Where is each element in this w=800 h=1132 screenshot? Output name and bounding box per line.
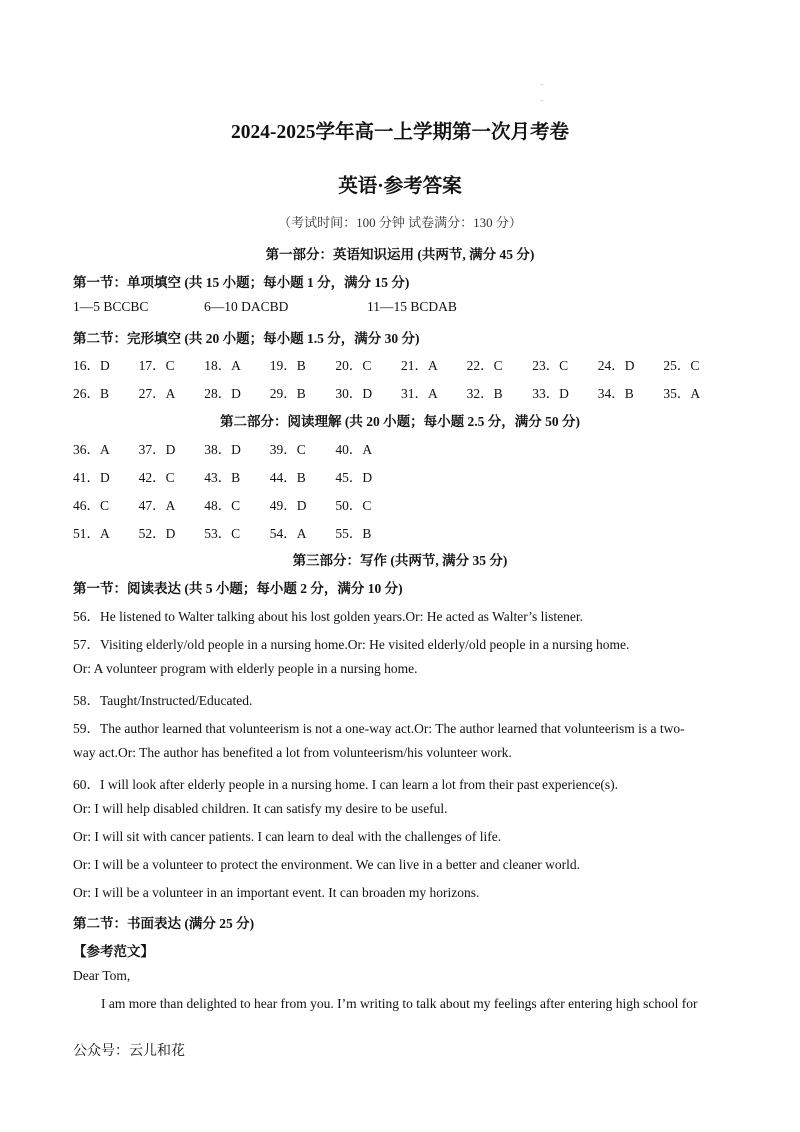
part1-heading: 第一部分：英语知识运用 (共两节, 满分 45 分) bbox=[265, 247, 535, 262]
answer-cell: 52．D bbox=[138, 526, 176, 541]
answer-line: Or: A volunteer program with elderly people in a nursing home. bbox=[73, 661, 418, 676]
answer-cell: 48．C bbox=[204, 498, 241, 513]
answer-cell: 30．D bbox=[335, 386, 373, 401]
answer-group: 11—15 BCDAB bbox=[367, 299, 457, 314]
answer-line: 59．The author learned that volunteerism is not a one-way act.Or: The author learned that volunteerism is a two- bbox=[73, 721, 685, 736]
answer-cell: 25．C bbox=[663, 358, 700, 373]
letter-greeting: Dear Tom, bbox=[73, 968, 131, 983]
answer-cell: 23．C bbox=[532, 358, 569, 373]
answer-line: Or: I will be a volunteer in an important event. It can broaden my horizons. bbox=[73, 885, 480, 900]
answer-cell: 37．D bbox=[138, 442, 176, 457]
answer-line: Or: I will be a volunteer to protect the environment. We can live in a better and cleaner world. bbox=[73, 857, 580, 872]
answer-cell: 46．C bbox=[73, 498, 110, 513]
part1-section2-heading: 第二节：完形填空 (共 20 小题；每小题 1.5 分，满分 30 分) bbox=[73, 331, 420, 346]
answer-cell: 51．A bbox=[73, 526, 110, 541]
footer-account: 公众号：云儿和花 bbox=[73, 1043, 185, 1059]
answer-line: 58．Taught/Instructed/Educated. bbox=[73, 693, 253, 708]
part3-heading: 第三部分：写作 (共两节, 满分 35 分) bbox=[292, 553, 508, 568]
single-choice-answers bbox=[73, 299, 753, 319]
answer-cell: 47．A bbox=[138, 498, 176, 513]
answer-cell: 41．D bbox=[73, 470, 110, 485]
answer-line: 60．I will look after elderly people in a nursing home. I can learn a lot from their past experience(s). bbox=[73, 777, 619, 792]
part1-section1-heading: 第一节：单项填空 (共 15 小题；每小题 1 分，满分 15 分) bbox=[73, 275, 410, 290]
answer-cell: 22．C bbox=[466, 358, 503, 373]
reading-answer-row bbox=[73, 438, 753, 458]
answer-cell: 49．D bbox=[269, 498, 307, 513]
reading-answer-row bbox=[73, 466, 753, 486]
answer-cell: 45．D bbox=[335, 470, 373, 485]
answer-cell: 42．C bbox=[138, 470, 175, 485]
answer-line: 57．Visiting elderly/old people in a nursing home.Or: He visited elderly/old people in a nursing home. bbox=[73, 637, 630, 652]
answer-line: way act.Or: The author has benefited a lot from volunteerism/his volunteer work. bbox=[73, 745, 512, 760]
answer-cell: 20．C bbox=[335, 358, 372, 373]
part3-section2-heading: 第二节：书面表达 (满分 25 分) bbox=[73, 916, 255, 931]
answer-line: Or: I will help disabled children. It can satisfy my desire to be useful. bbox=[73, 801, 448, 816]
part2-heading: 第二部分：阅读理解 (共 20 小题；每小题 2.5 分，满分 50 分) bbox=[220, 414, 580, 429]
answer-cell: 50．C bbox=[335, 498, 372, 513]
answer-cell: 40．A bbox=[335, 442, 373, 457]
answer-cell: 21．A bbox=[401, 358, 438, 373]
answer-cell: 36．A bbox=[73, 442, 110, 457]
answer-cell: 53．C bbox=[204, 526, 241, 541]
answer-cell: 29．B bbox=[269, 386, 306, 401]
reading-answer-row bbox=[73, 522, 753, 542]
cloze-answer-row bbox=[73, 354, 753, 374]
sample-essay-label: 【参考范文】 bbox=[73, 944, 154, 959]
letter-body: I am more than delighted to hear from you. I’m writing to talk about my feelings after entering high school for bbox=[101, 996, 698, 1011]
scan-speck-bottom: . bbox=[541, 94, 543, 103]
answer-line: Or: I will sit with cancer patients. I can learn to deal with the challenges of life. bbox=[73, 829, 502, 844]
exam-info: （考试时间：100 分钟 试卷满分：130 分） bbox=[278, 215, 522, 230]
subject-title: 英语·参考答案 bbox=[338, 176, 462, 197]
answer-cell: 34．B bbox=[597, 386, 634, 401]
answer-cell: 17．C bbox=[138, 358, 175, 373]
answer-group: 1—5 BCCBC bbox=[73, 299, 149, 314]
answer-cell: 39．C bbox=[269, 442, 306, 457]
cloze-answer-row bbox=[73, 382, 753, 402]
answer-line: 56．He listened to Walter talking about his lost golden years.Or: He acted as Walter’s listener. bbox=[73, 609, 583, 624]
answer-cell: 31．A bbox=[401, 386, 438, 401]
answer-cell: 24．D bbox=[597, 358, 635, 373]
part3-section1-heading: 第一节：阅读表达 (共 5 小题；每小题 2 分，满分 10 分) bbox=[73, 581, 403, 596]
answer-cell: 18．A bbox=[204, 358, 241, 373]
answer-cell: 26．B bbox=[73, 386, 110, 401]
answer-cell: 43．B bbox=[204, 470, 241, 485]
answer-cell: 33．D bbox=[532, 386, 569, 401]
answer-cell: 19．B bbox=[269, 358, 306, 373]
answer-cell: 16．D bbox=[73, 358, 110, 373]
answer-cell: 32．B bbox=[466, 386, 503, 401]
exam-title: 2024-2025学年高一上学期第一次月考卷 bbox=[231, 122, 569, 143]
answer-cell: 27．A bbox=[138, 386, 176, 401]
answer-cell: 55．B bbox=[335, 526, 372, 541]
answer-cell: 38．D bbox=[204, 442, 241, 457]
answer-group: 6—10 DACBD bbox=[204, 299, 289, 314]
answer-cell: 44．B bbox=[269, 470, 306, 485]
reading-answer-row bbox=[73, 494, 753, 514]
answer-cell: 35．A bbox=[663, 386, 701, 401]
answer-cell: 28．D bbox=[204, 386, 241, 401]
scan-speck-top: . bbox=[541, 78, 543, 87]
answer-cell: 54．A bbox=[269, 526, 307, 541]
